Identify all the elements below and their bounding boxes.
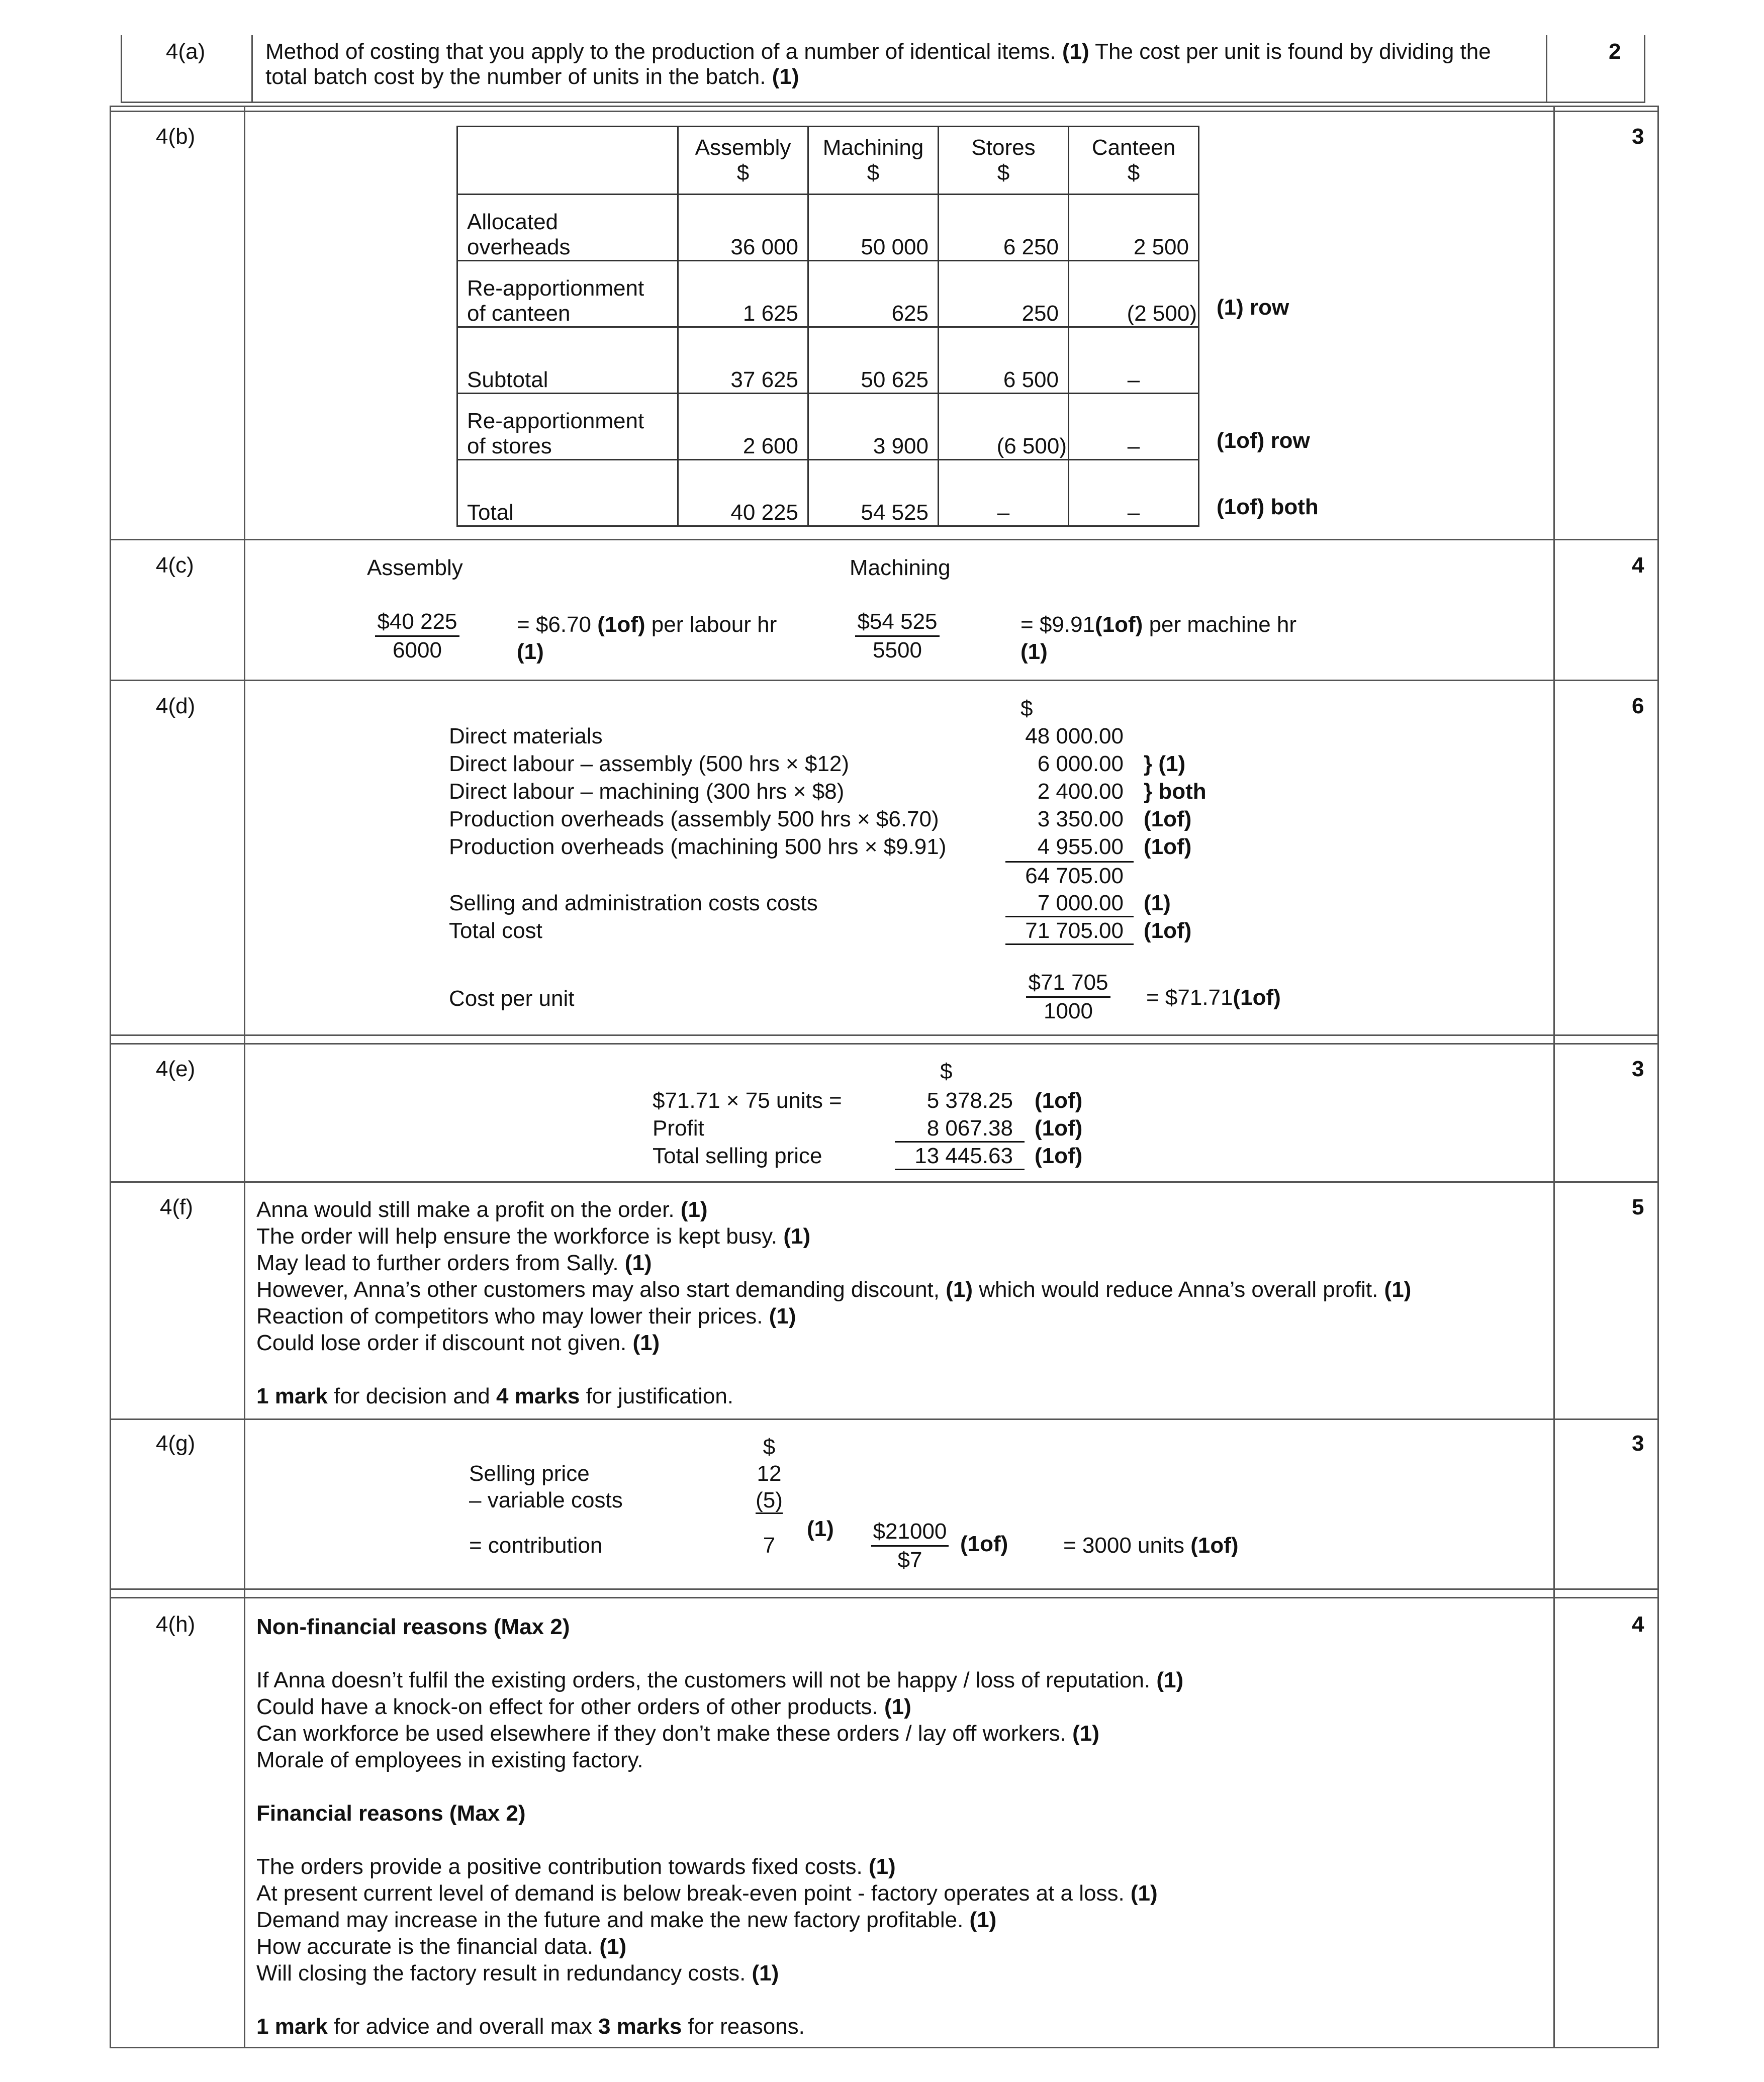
break-even-mark: (1of): [960, 1532, 1008, 1556]
mark-allocation: 3: [1632, 1057, 1644, 1081]
question-number: 4(b): [156, 124, 196, 149]
header-stores: Stores $: [939, 127, 1069, 195]
total-price-rule: [895, 1169, 1025, 1170]
selling-price-label: Selling price: [469, 1461, 590, 1486]
question-number: 4(a): [166, 39, 206, 64]
cost-line-mark: (1of): [1144, 834, 1192, 859]
price-line-label: $71.71 × 75 units =: [653, 1088, 842, 1113]
currency-header: $: [940, 1059, 953, 1084]
price-line-label: Total selling price: [653, 1144, 822, 1168]
answer-point: Morale of employees in existing factory.: [256, 1748, 643, 1772]
cost-line-label: Direct labour – machining (300 hrs × $8): [449, 779, 845, 804]
variable-costs-label: – variable costs: [469, 1488, 623, 1512]
answer-point: Anna would still make a profit on the order. (1): [256, 1197, 708, 1222]
answer-line-2: total batch cost by the number of units in the batch. (1): [265, 64, 799, 89]
table-row: Allocated overheads 36 000 50 000 6 250 2 500: [457, 195, 1199, 261]
assembly-title: Assembly: [367, 555, 463, 580]
table-row: Re-apportionment of canteen 1 625 625 250 (2 500): [457, 261, 1199, 327]
subtotal-value: 64 705.00: [1025, 864, 1124, 888]
row-mark: (1of) both: [1217, 495, 1319, 519]
total-rule: [1005, 943, 1134, 945]
answer-line-1: Method of costing that you apply to the production of a number of identical items. (1) The cost per unit is found by dividing the: [265, 39, 1491, 64]
contribution-value: 7: [763, 1533, 776, 1558]
cost-line-label: Production overheads (assembly 500 hrs × $6.70): [449, 807, 939, 831]
question-number: 4(h): [156, 1612, 196, 1637]
selling-mark: (1): [1144, 891, 1171, 915]
cost-line-value: 2 400.00: [1037, 779, 1124, 804]
answer-point: Demand may increase in the future and make the new factory profitable. (1): [256, 1908, 997, 1932]
currency-header: $: [1020, 696, 1033, 721]
cost-line-value: 48 000.00: [1025, 724, 1124, 748]
break-even-fraction: $\frac{\$21000}{\$7}$: [865, 1518, 955, 1574]
cost-per-unit-fraction: $\frac{\$71 705}{1000}$: [1015, 969, 1121, 1025]
row-mark: (1of) row: [1217, 428, 1310, 453]
cost-per-unit-label: Cost per unit: [449, 986, 575, 1011]
machining-rate: = $9.91(1of) per machine hr: [1020, 612, 1297, 637]
cost-line-label: Production overheads (machining 500 hrs × $9.91): [449, 834, 947, 859]
question-number: 4(c): [156, 553, 194, 578]
cost-line-mark: (1of): [1144, 807, 1192, 831]
non-financial-heading: Non-financial reasons (Max 2): [256, 1615, 570, 1639]
question-number: 4(f): [160, 1195, 193, 1219]
price-line-mark: (1of): [1035, 1116, 1083, 1141]
price-line-value: 8 067.38: [926, 1116, 1013, 1141]
contribution-label: = contribution: [469, 1533, 603, 1558]
mark-allocation: 4: [1632, 553, 1644, 578]
answer-point: Reaction of competitors who may lower their prices. (1): [256, 1304, 796, 1329]
variable-costs-value: (5): [754, 1487, 784, 1514]
answer-points: [256, 1196, 1411, 1409]
marking-summary: 1 mark for decision and 4 marks for justification.: [256, 1384, 734, 1408]
mark-allocation: 3: [1632, 1431, 1644, 1456]
mark-allocation: 2: [1609, 39, 1621, 64]
table-row: Subtotal 37 625 50 625 6 500 –: [457, 327, 1199, 394]
answer-point: If Anna doesn’t fulfil the existing orders, the customers will not be happy / loss of reputation. (1): [256, 1668, 1184, 1692]
question-number: 4(g): [156, 1431, 196, 1456]
machining-fraction: $\frac{\$54 525}{5500}$: [855, 608, 940, 664]
price-line-value: 13 445.63: [914, 1144, 1013, 1168]
row-mark: (1) row: [1217, 295, 1289, 320]
cost-per-unit-result: = $71.71(1of): [1146, 985, 1281, 1010]
answer-points: [256, 1614, 1183, 2040]
break-even-result: = 3000 units (1of): [1063, 1533, 1239, 1558]
contribution-mark: (1): [807, 1517, 834, 1541]
overhead-apportionment-table: [456, 126, 1199, 527]
answer-point: The order will help ensure the workforce is kept busy. (1): [256, 1224, 811, 1249]
price-line-mark: (1of): [1035, 1088, 1083, 1113]
cost-line-mark: } (1): [1144, 751, 1186, 776]
marking-summary: 1 mark for advice and overall max 3 marks for reasons.: [256, 2014, 805, 2039]
header-assembly: Assembly $: [678, 127, 808, 195]
answer-point: May lead to further orders from Sally. (1): [256, 1251, 652, 1275]
answer-point: However, Anna’s other customers may also start demanding discount, (1) which would reduce Anna’s overall profit. (1): [256, 1277, 1412, 1302]
cost-line-value: 6 000.00: [1037, 751, 1124, 776]
answer-point: Will closing the factory result in redundancy costs. (1): [256, 1961, 779, 1985]
price-line-label: Profit: [653, 1116, 704, 1141]
cost-line-label: Direct materials: [449, 724, 603, 748]
selling-price-value: 12: [757, 1461, 782, 1486]
cost-line-mark: } both: [1144, 779, 1206, 804]
selling-label: Selling and administration costs costs: [449, 891, 818, 915]
answer-point: Could have a knock-on effect for other orders of other products. (1): [256, 1694, 911, 1719]
answer-point: How accurate is the financial data. (1): [256, 1934, 627, 1959]
header-machining: Machining $: [808, 127, 939, 195]
header-canteen: Canteen $: [1069, 127, 1199, 195]
answer-point: Could lose order if discount not given. (1): [256, 1331, 660, 1355]
mark-allocation: 4: [1632, 1612, 1644, 1637]
assembly-mark: (1): [517, 639, 544, 664]
question-number: 4(e): [156, 1057, 196, 1081]
financial-heading: Financial reasons (Max 2): [256, 1801, 526, 1826]
machining-mark: (1): [1020, 639, 1048, 664]
currency-header: $: [763, 1435, 776, 1459]
machining-title: Machining: [850, 555, 951, 580]
cost-line-value: 4 955.00: [1037, 834, 1124, 859]
price-line-mark: (1of): [1035, 1144, 1083, 1168]
price-line-value: 5 378.25: [926, 1088, 1013, 1113]
cost-line-label: Direct labour – assembly (500 hrs × $12): [449, 751, 850, 776]
cost-line-value: 3 350.00: [1037, 807, 1124, 831]
answer-point: The orders provide a positive contribution towards fixed costs. (1): [256, 1854, 896, 1879]
answer-point: Can workforce be used elsewhere if they don’t make these orders / lay off workers. (1): [256, 1721, 1099, 1746]
header-blank: [457, 127, 678, 195]
answer-point: At present current level of demand is below break-even point - factory operates at a loss. (1): [256, 1881, 1158, 1906]
question-number: 4(d): [156, 694, 196, 718]
mark-allocation: 5: [1632, 1195, 1644, 1219]
total-cost-label: Total cost: [449, 918, 542, 943]
table-row: Re-apportionment of stores 2 600 3 900 (6 500) –: [457, 394, 1199, 460]
selling-value: 7 000.00: [1037, 891, 1124, 915]
table-row: Total 40 225 54 525 – –: [457, 460, 1199, 526]
total-cost-value: 71 705.00: [1025, 918, 1124, 943]
total-cost-mark: (1of): [1144, 918, 1192, 943]
assembly-fraction: $\frac{\$40 225}{6000}$: [375, 608, 460, 664]
assembly-rate: = $6.70 (1of) per labour hr: [517, 612, 777, 637]
mark-allocation: 3: [1632, 124, 1644, 149]
mark-allocation: 6: [1632, 694, 1644, 718]
